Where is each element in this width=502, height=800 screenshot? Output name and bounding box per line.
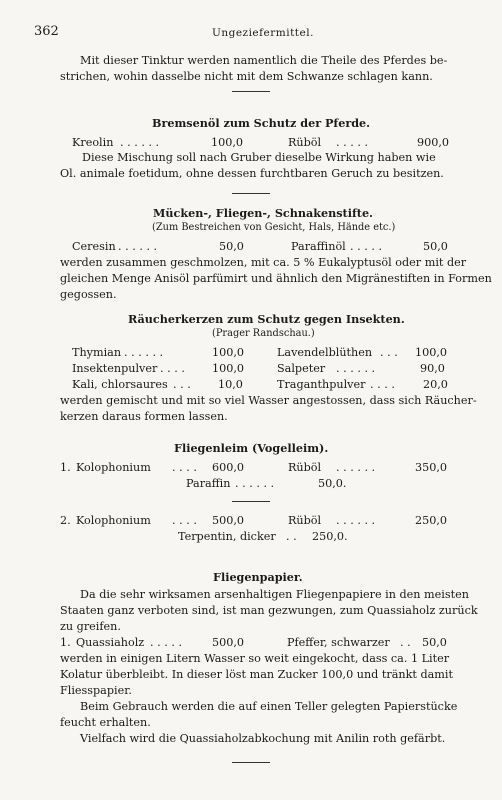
leader-dots: . . . . . . [120, 136, 160, 149]
ingredient-amount: 100,0 [212, 346, 245, 359]
ingredient-name: Thymian [72, 346, 122, 359]
leader-dots: . . . . . . [118, 240, 158, 253]
text-line: Diese Mischung soll nach Gruber dieselbe Wirkung haben wie [82, 151, 436, 164]
ingredient-name: Salpeter [277, 362, 326, 375]
ingredient-amount: 20,0 [423, 378, 448, 391]
section-title-raeucherkerzen: Räucherkerzen zum Schutz gegen Insekten. [128, 312, 405, 326]
section-title-fliegenleim: Fliegenleim (Vogelleim). [174, 441, 329, 455]
ingredient-name: Pfeffer, schwarzer [287, 636, 390, 649]
ingredient-name: Ceresin [72, 240, 116, 253]
ingredient-name: Kali, chlorsaures [72, 378, 168, 391]
intro-line-1: Mit dieser Tinktur werden namentlich die Theile des Pferdes be- [80, 54, 448, 67]
ingredient-name: Rüböl [288, 136, 322, 149]
section-title-mueckenstifte: Mücken-, Fliegen-, Schnakenstifte. [153, 206, 373, 220]
ingredient-name: Kolophonium [76, 461, 151, 474]
text-line: Staaten ganz verboten sind, ist man gezwungen, zum Quassiaholz zurück [60, 604, 478, 617]
ingredient-name: Quassiaholz [76, 636, 145, 649]
recipe-number: 1. [60, 636, 71, 649]
text-line: kerzen daraus formen lassen. [60, 410, 228, 423]
leader-dots: . . . . [172, 461, 197, 474]
ingredient-amount: 50,0. [318, 477, 347, 490]
ingredient-name: Kolophonium [76, 514, 151, 527]
ingredient-amount: 100,0 [212, 362, 245, 375]
section-divider [232, 762, 270, 763]
ingredient-amount: 250,0 [415, 514, 448, 527]
section-subtitle: (Zum Bestreichen von Gesicht, Hals, Hände etc.) [152, 222, 396, 233]
text-line: Fliesspapier. [60, 684, 132, 697]
leader-dots: . . [400, 636, 411, 649]
ingredient-name: Traganthpulver [277, 378, 366, 391]
section-divider [232, 501, 270, 502]
leader-dots: . . . . . [336, 136, 369, 149]
ingredient-amount: 90,0 [420, 362, 445, 375]
ingredient-name: Paraffin [186, 477, 231, 490]
ingredient-amount: 600,0 [212, 461, 245, 474]
section-subtitle: (Prager Randschau.) [212, 328, 315, 339]
ingredient-amount: 350,0 [415, 461, 448, 474]
ingredient-name: Lavendelblüthen [277, 346, 373, 359]
leader-dots: . . . . . . [124, 346, 164, 359]
text-line: Ol. animale foetidum, ohne dessen furchtbaren Geruch zu besitzen. [60, 167, 444, 180]
recipe-number: 1. [60, 461, 71, 474]
section-title-bremsenoel: Bremsenöl zum Schutz der Pferde. [152, 116, 371, 130]
ingredient-amount: 500,0 [212, 514, 245, 527]
text-line: Da die sehr wirksamen arsenhaltigen Fliegenpapiere in den meisten [80, 588, 469, 601]
text-line: zu greifen. [60, 620, 121, 633]
leader-dots: . . . [173, 378, 191, 391]
ingredient-name: Paraffinöl [291, 240, 346, 253]
ingredient-name: Insektenpulver [72, 362, 158, 375]
ingredient-amount: 500,0 [212, 636, 245, 649]
ingredient-name: Terpentin, dicker [178, 530, 276, 543]
text-line: Vielfach wird die Quassiaholzabkochung mit Anilin roth gefärbt. [80, 732, 446, 745]
text-line: gleichen Menge Anisöl parfümirt und ähnlich den Migränestiften in Formen [60, 272, 492, 285]
leader-dots: . . . . . . [336, 461, 376, 474]
leader-dots: . . . . . . [336, 514, 376, 527]
text-line: gegossen. [60, 288, 117, 301]
text-line: werden in einigen Litern Wasser so weit eingekocht, dass ca. 1 Liter [60, 652, 450, 665]
leader-dots: . . . . [370, 378, 395, 391]
ingredient-name: Rüböl [288, 461, 322, 474]
running-title: Ungeziefermittel. [212, 27, 314, 39]
ingredient-amount: 900,0 [417, 136, 450, 149]
section-divider [232, 193, 270, 194]
intro-line-2: strichen, wohin dasselbe nicht mit dem Schwanze schlagen kann. [60, 70, 433, 83]
leader-dots: . . . . [172, 514, 197, 527]
leader-dots: . . . . . [350, 240, 383, 253]
ingredient-amount: 250,0. [312, 530, 348, 543]
ingredient-amount: 100,0 [211, 136, 244, 149]
leader-dots: . . . . . . [235, 477, 275, 490]
text-line: Beim Gebrauch werden die auf einen Teller gelegten Papierstücke [80, 700, 458, 713]
ingredient-amount: 10,0 [218, 378, 243, 391]
recipe-number: 2. [60, 514, 71, 527]
ingredient-amount: 50,0 [219, 240, 244, 253]
page-number: 362 [34, 24, 59, 39]
text-line: Kolatur überbleibt. In dieser löst man Zucker 100,0 und tränkt damit [60, 668, 453, 681]
section-divider [232, 91, 270, 92]
leader-dots: . . . . [160, 362, 185, 375]
leader-dots: . . . . . . [336, 362, 376, 375]
leader-dots: . . . . . [150, 636, 183, 649]
text-line: feucht erhalten. [60, 716, 151, 729]
text-line: werden gemischt und mit so viel Wasser angestossen, dass sich Räucher- [60, 394, 477, 407]
ingredient-amount: 50,0 [422, 636, 447, 649]
ingredient-name: Kreolin [72, 136, 114, 149]
ingredient-name: Rüböl [288, 514, 322, 527]
ingredient-amount: 100,0 [415, 346, 448, 359]
text-line: werden zusammen geschmolzen, mit ca. 5 % Eukalyptusöl oder mit der [60, 256, 467, 269]
leader-dots: . . . [380, 346, 398, 359]
section-title-fliegenpapier: Fliegenpapier. [213, 570, 303, 584]
leader-dots: . . [286, 530, 297, 543]
ingredient-amount: 50,0 [423, 240, 448, 253]
